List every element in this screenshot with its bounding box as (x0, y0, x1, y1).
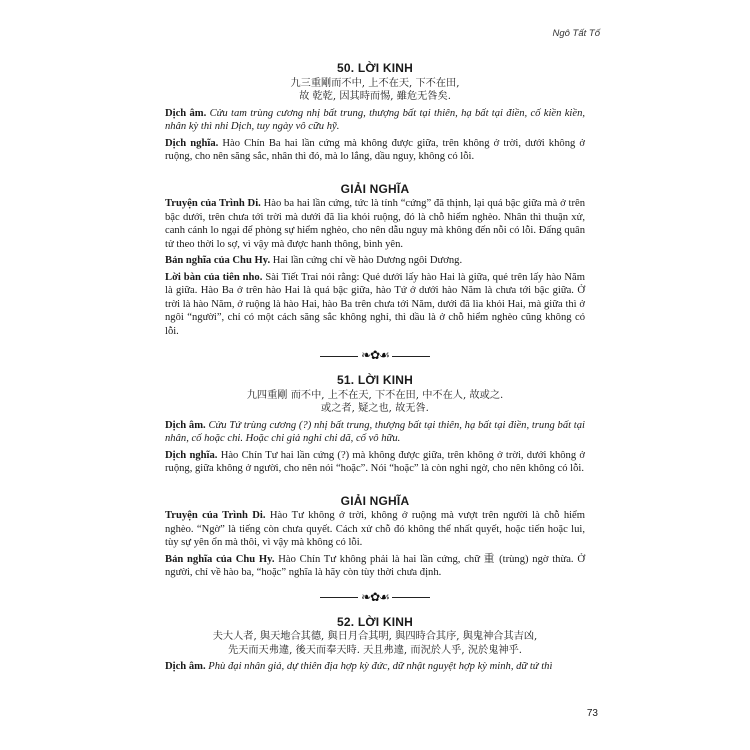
ornament-line (392, 597, 430, 598)
ornament-flourish-icon: ❧✿☙ (361, 589, 389, 604)
giai-nghia-1-trinh-di (165, 197, 585, 251)
label: Bản nghĩa của Chu Hy. (165, 553, 275, 565)
ornament-divider (165, 590, 585, 606)
section-50-classic (165, 77, 585, 104)
classic-line: 夫大人者, 與天地合其德, 與日月合其明, 與四時合其序, 與鬼神合其吉凶, (212, 631, 538, 642)
label: Lời bàn của tiên nho. (165, 271, 263, 283)
ornament-line (320, 356, 358, 357)
text: Hai lần cứng chỉ về hào Dương ngôi Dương. (272, 255, 463, 266)
text: Hào Tư không ở trời, không ở ruộng mà vượt trên người là chỗ hiểm nghèo. “Ngờ” là tiếng còn chưa quyết. Cách xử chỗ đó không thể nhất quyết, hoặc tiến hoặc lui, tùy sự yên ổn mà thôi, vì vậy mà không có lỗi. (165, 510, 586, 548)
giai-nghia-1-chu-hy (165, 254, 585, 268)
classic-line: 或之者, 疑之也, 故无咎. (321, 403, 429, 414)
classic-line: 九三重剛而不中, 上不在天, 下不在田, (290, 77, 460, 89)
classic-line: 先天而天弗違, 後天而奉天時. 天且弗違, 而況於人乎, 況於鬼神乎. (227, 644, 523, 656)
giai-nghia-2-title: GIẢI NGHĨA (340, 493, 410, 508)
label: Dịch âm. (165, 107, 207, 119)
section-50-title: 50. LỜI KINH (337, 61, 413, 75)
label: Dịch âm. (165, 661, 206, 672)
ornament-line (320, 597, 358, 598)
section-50-dich-am (165, 107, 585, 134)
giai-nghia-2-trinh-di (165, 509, 585, 550)
text: Hào ba hai lần cứng, tức là tính “cứng” đã thịnh, lại quá bậc giữa mà ở trên bậc dưới, trên chưa tới trời mà dưới đã lìa khỏi ruộng, đó là chỗ hiểm nghèo. Nhân thì thuận xử, canh cánh lo ngại để phòng sự hiểm nghèo, cho nên dẫu nguy mà không đến nỗi có lỗi. Đấng quân tử theo thời lo sợ, vì vậy mà được hanh thông, bình yên. (165, 198, 586, 250)
text: Sài Tiết Trai nói rằng: Quẻ dưới lấy hào Hai là giữa, quẻ trên lấy hào Năm là giữa. Hào Ba ở trên hào Hai là quá bậc giữa, hào Tứ ở dưới hào Năm là chưa tới bậc giữa. Ở trời là hào Năm, ở ruộng là hào Hai, hào Ba trên chưa tới Năm, dưới đã lìa khỏi Hai, mà giữa thì ở ngôi “người”, chỉ có một cách săng sắc không nghỉ, thì dầu là ở chỗ hiểm nghèo cũng không có lỗi. (165, 271, 585, 337)
section-52-dich-am (165, 660, 585, 674)
section-52-title: 52. LỜI KINH (337, 614, 413, 629)
text: Hào Chín Tư không phải là hai lần cứng, chữ 重 (trùng) ngờ thừa. Ở người, chỉ về hào ba, “hoặc” nghĩa là hãy còn tùy thời chưa định. (165, 553, 585, 578)
ornament-flourish-icon: ❧✿☙ (361, 348, 389, 363)
label: Truyện của Trình Di. (165, 198, 261, 209)
label: Truyện của Trình Di. (165, 510, 266, 521)
section-51-title: 51. LỜI KINH (337, 373, 413, 387)
section-52-classic (165, 630, 585, 657)
page-number: 73 (586, 708, 598, 719)
giai-nghia-2-chu-hy (165, 553, 585, 580)
text: Hào Chín Ba hai lần cứng mà không được giữa, trên không ở trời, dưới không ở ruộng, cho nên săng sắc, nhân thì đó, mà lo lắng, dầu nguy, không có lỗi. (165, 137, 585, 162)
label: Dịch nghĩa. (165, 449, 218, 461)
label: Dịch âm. (165, 419, 206, 431)
classic-line: 故 乾乾, 因其時而惕, 雖危无咎矣. (299, 91, 451, 102)
ornament-divider (165, 348, 585, 364)
giai-nghia-1-title: GIẢI NGHĨA (340, 181, 410, 196)
running-header: Ngô Tất Tố (552, 28, 600, 39)
giai-nghia-1-tien-nho (165, 271, 585, 339)
section-50-dich-nghia (165, 137, 585, 164)
section-51-dich-am (165, 419, 585, 446)
label: Dịch nghĩa. (165, 137, 219, 149)
text: Phù đại nhân giả, dự thiên địa hợp kỳ đức, dữ nhật nguyệt hợp kỳ minh, dữ tứ thì (208, 661, 553, 672)
label: Bản nghĩa của Chu Hy. (165, 255, 271, 266)
section-51-classic (165, 389, 585, 416)
text: Cửu Tứ trùng cương (?) nhị bất trung, thượng bất tại thiên, hạ bất tại điền, trung bất tại nhân, cố hoặc chi. Hoặc chi giả nghi chi dã, cố vô hữu. (165, 419, 585, 444)
classic-line: 九四重剛 而不中, 上不在天, 下不在田, 中不在人, 故或之. (246, 389, 504, 401)
text: Cửu tam trùng cương nhị bất trung, thượng bất tại thiên, hạ bất tại điền, cố kiền kiền, nhân kỳ thì nhi Dịch, tuy ngày vô cữu hỹ. (165, 107, 586, 132)
page-content (165, 56, 585, 677)
text: Hào Chín Tư hai lần cứng (?) mà không được giữa, trên không ở trời, dưới không ở ruộng, giữa không ở người, cho nên nói “hoặc”. Nói “hoặc” là còn nghi ngờ, cho nên không có lỗi. (165, 449, 585, 474)
section-51-dich-nghia (165, 449, 585, 476)
ornament-line (392, 356, 430, 357)
